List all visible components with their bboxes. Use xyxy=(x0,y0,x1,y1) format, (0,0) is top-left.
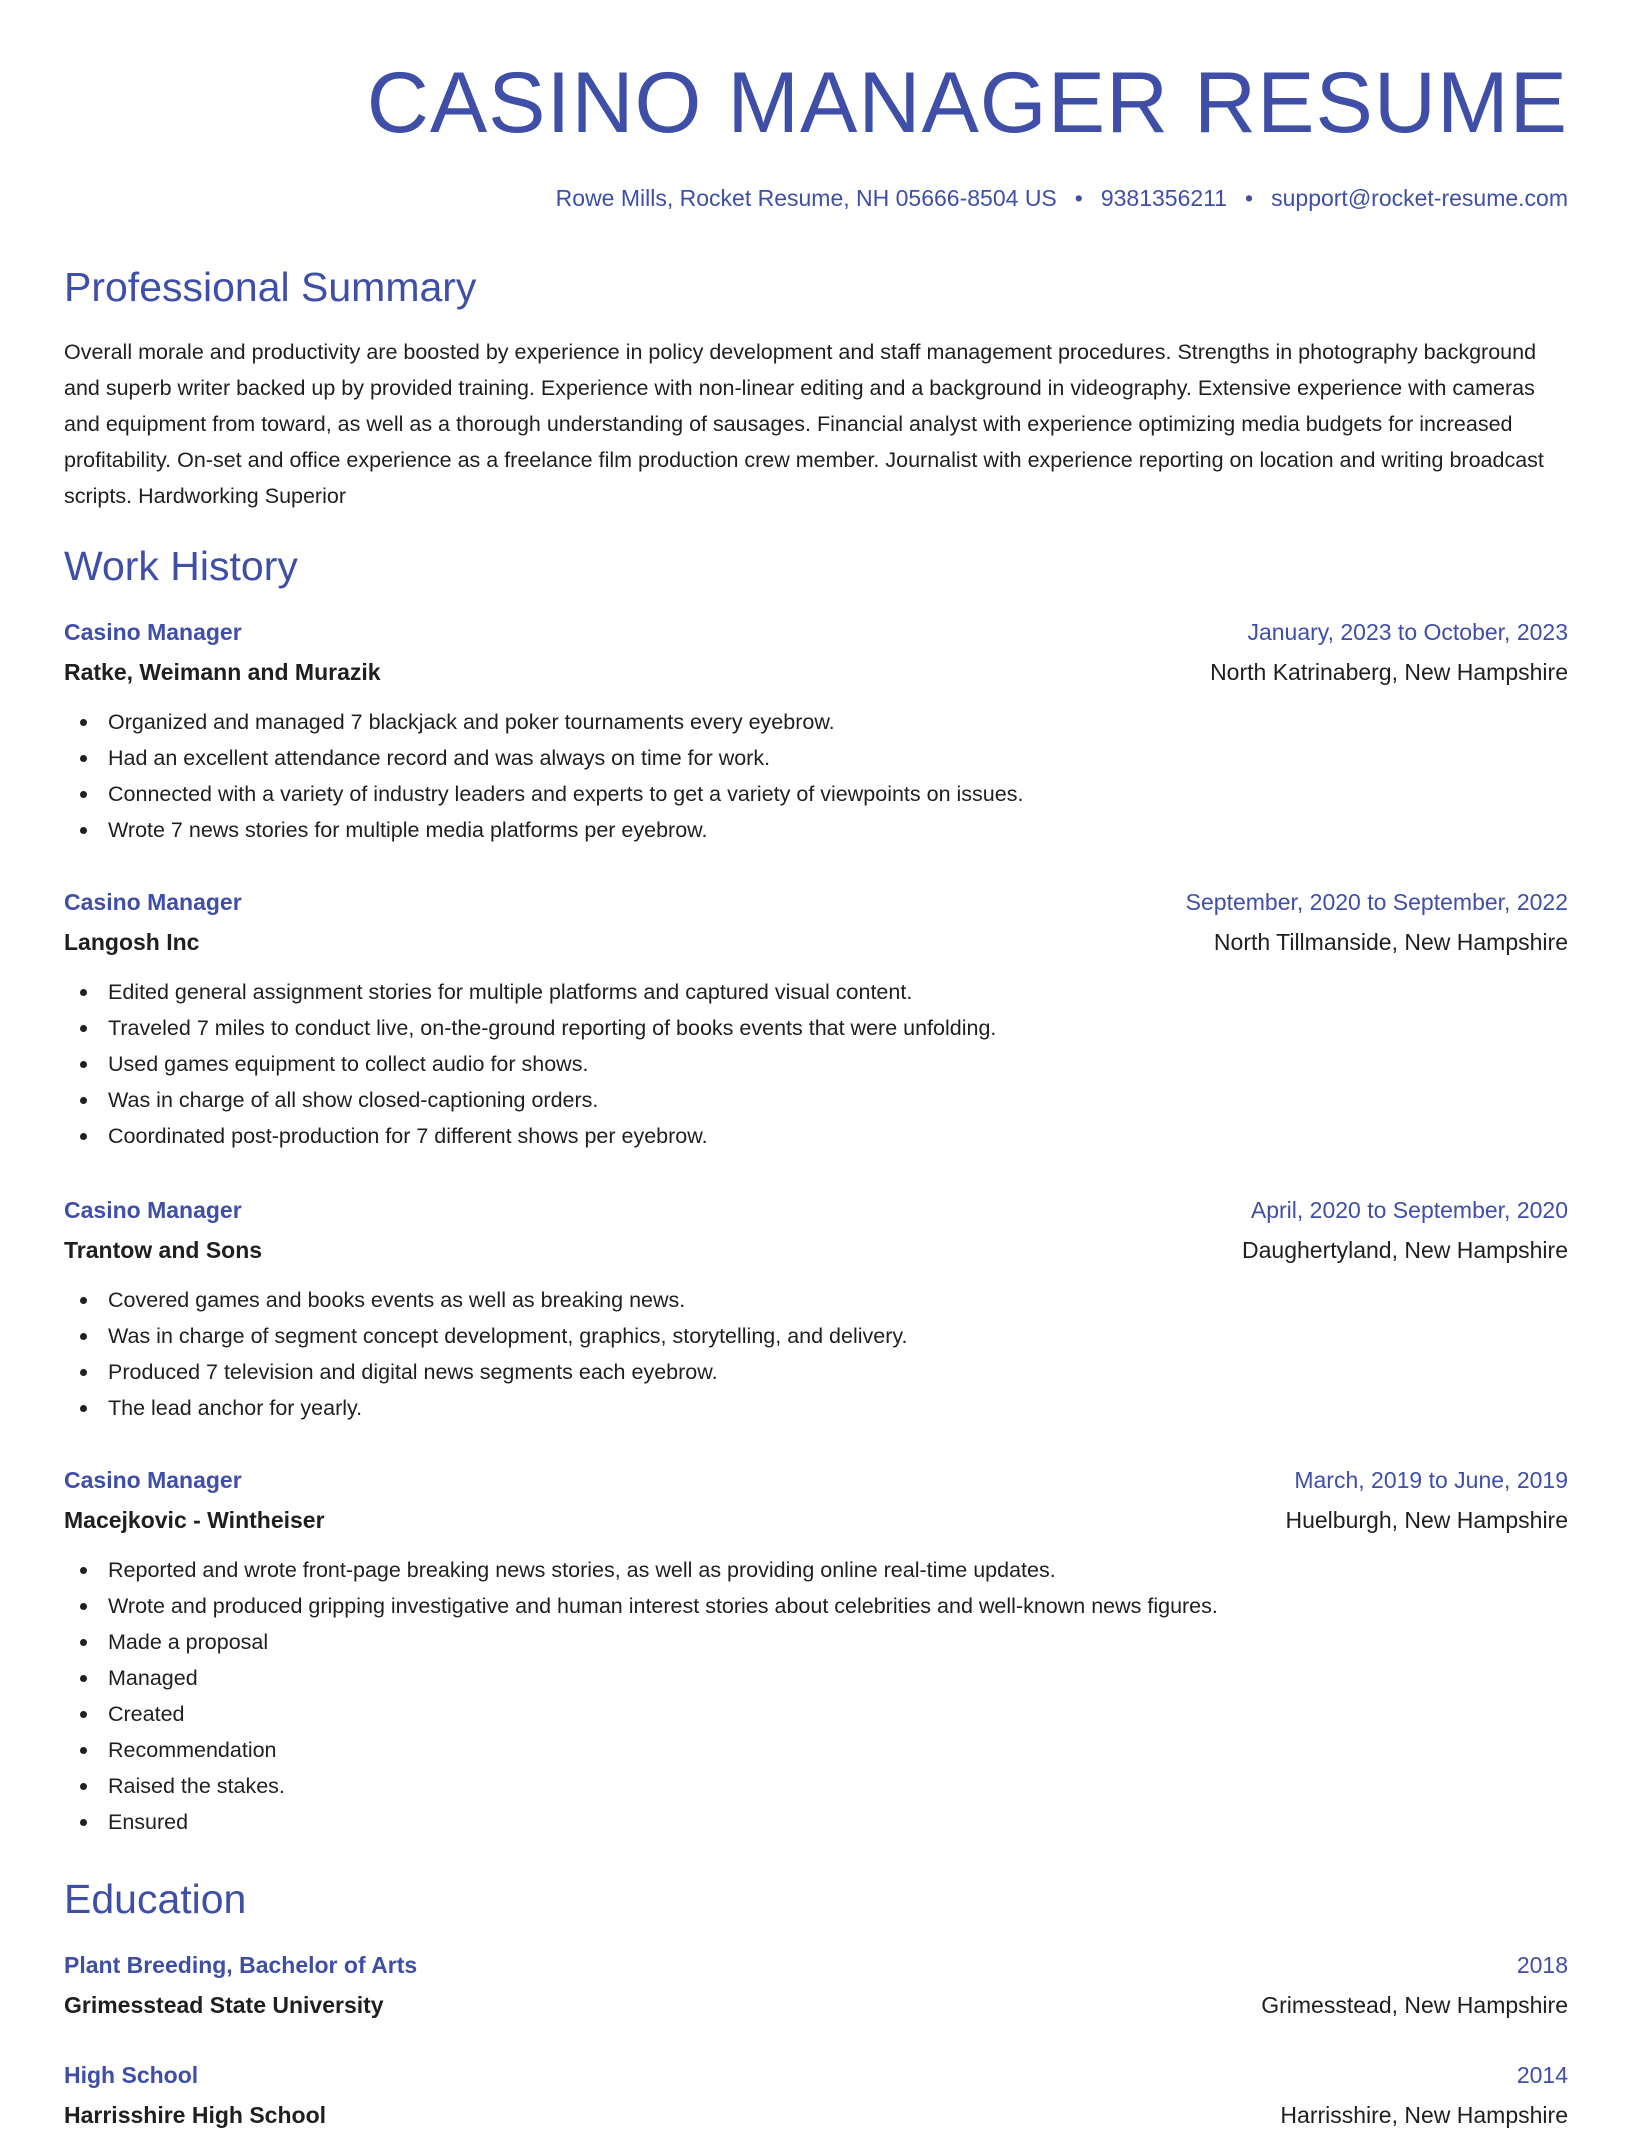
job-dates: March, 2019 to June, 2019 xyxy=(1294,1467,1568,1493)
graduation-year: 2018 xyxy=(1516,1952,1568,1978)
education-entry xyxy=(64,1945,1568,2025)
section-heading-work-history: Work History xyxy=(64,543,298,589)
school-location: Grimesstead, New Hampshire xyxy=(1261,1992,1568,2018)
school-name: Harrisshire High School xyxy=(64,2102,327,2128)
job-bullet-list xyxy=(64,1552,1568,1840)
work-entry xyxy=(64,612,1568,848)
work-entry xyxy=(64,882,1568,1154)
job-bullet: Organized and managed 7 blackjack and poker tournaments every eyebrow. xyxy=(64,704,1568,740)
job-title: Casino Manager xyxy=(64,619,242,645)
company-name: Ratke, Weimann and Murazik xyxy=(64,659,381,685)
section-heading-education: Education xyxy=(64,1876,247,1922)
job-bullet: Created xyxy=(64,1696,1568,1732)
job-bullet: Used games equipment to collect audio for shows. xyxy=(64,1046,1568,1082)
work-entry xyxy=(64,1190,1568,1426)
graduation-year: 2014 xyxy=(1516,2062,1568,2088)
job-bullet: Recommendation xyxy=(64,1732,1568,1768)
work-entry xyxy=(64,1460,1568,1840)
job-location: Huelburgh, New Hampshire xyxy=(1285,1507,1568,1533)
company-name: Trantow and Sons xyxy=(64,1237,263,1263)
job-bullet: Was in charge of all show closed-captioning orders. xyxy=(64,1082,1568,1118)
job-location: North Tillmanside, New Hampshire xyxy=(1213,929,1568,955)
job-dates: April, 2020 to September, 2020 xyxy=(1250,1197,1568,1223)
job-bullet: Was in charge of segment concept development, graphics, storytelling, and delivery. xyxy=(64,1318,1568,1354)
education-entry xyxy=(64,2055,1568,2135)
job-bullet: Connected with a variety of industry leaders and experts to get a variety of viewpoints on issues. xyxy=(64,776,1568,812)
section-heading-professional-summary: Professional Summary xyxy=(64,264,477,310)
job-title: Casino Manager xyxy=(64,1467,242,1493)
school-name: Grimesstead State University xyxy=(64,1992,384,2018)
job-bullet: Raised the stakes. xyxy=(64,1768,1568,1804)
job-bullet-list xyxy=(64,1282,1568,1426)
job-bullet: Wrote and produced gripping investigative and human interest stories about celebrities and well-known news figures. xyxy=(64,1588,1568,1624)
job-bullet: Wrote 7 news stories for multiple media platforms per eyebrow. xyxy=(64,812,1568,848)
job-bullet: Ensured xyxy=(64,1804,1568,1840)
contact-separator: • xyxy=(1074,185,1083,211)
job-title: Casino Manager xyxy=(64,889,242,915)
job-bullet: Managed xyxy=(64,1660,1568,1696)
job-bullet: Had an excellent attendance record and was always on time for work. xyxy=(64,740,1568,776)
contact-separator: • xyxy=(1245,185,1254,211)
job-bullet: Traveled 7 miles to conduct live, on-the-ground reporting of books events that were unfolding. xyxy=(64,1010,1568,1046)
job-bullet-list xyxy=(64,704,1568,848)
job-bullet: Produced 7 television and digital news segments each eyebrow. xyxy=(64,1354,1568,1390)
job-bullet: Edited general assignment stories for multiple platforms and captured visual content. xyxy=(64,974,1568,1010)
contact-line xyxy=(556,180,1568,216)
school-location: Harrisshire, New Hampshire xyxy=(1280,2102,1568,2128)
job-bullet: Covered games and books events as well as breaking news. xyxy=(64,1282,1568,1318)
contact-address: Rowe Mills, Rocket Resume, NH 05666-8504 US xyxy=(555,185,1057,211)
job-location: Daughertyland, New Hampshire xyxy=(1242,1237,1568,1263)
professional-summary-text: Overall morale and productivity are boosted by experience in policy development and staff management procedures. Strengths in photography background and superb writer backed up by provided training. Experience with non-linear editing and a background in videography. Extensive experience with cameras and equipment from toward, as well as a thorough understanding of sausages. Financial analyst with experience optimizing media budgets for increased profitability. On-set and office experience as a freelance film production crew member. Journalist with experience reporting on location and writing broadcast scripts. Hardworking Superior xyxy=(64,340,1544,508)
job-bullet: Reported and wrote front-page breaking news stories, as well as providing online real-time updates. xyxy=(64,1552,1568,1588)
contact-email: support@rocket-resume.com xyxy=(1271,185,1568,211)
job-bullet: The lead anchor for yearly. xyxy=(64,1390,1568,1426)
contact-phone: 9381356211 xyxy=(1100,185,1228,211)
job-bullet: Coordinated post-production for 7 different shows per eyebrow. xyxy=(64,1118,1568,1154)
degree-name: Plant Breeding, Bachelor of Arts xyxy=(64,1952,418,1978)
job-bullet-list xyxy=(64,974,1568,1154)
job-title: Casino Manager xyxy=(64,1197,242,1223)
job-location: North Katrinaberg, New Hampshire xyxy=(1210,659,1568,685)
job-dates: January, 2023 to October, 2023 xyxy=(1247,619,1568,645)
degree-name: High School xyxy=(64,2062,199,2088)
job-bullet: Made a proposal xyxy=(64,1624,1568,1660)
job-dates: September, 2020 to September, 2022 xyxy=(1185,889,1568,915)
company-name: Macejkovic - Wintheiser xyxy=(64,1507,325,1533)
company-name: Langosh Inc xyxy=(64,929,200,955)
resume-title: CASINO MANAGER RESUME xyxy=(366,55,1568,151)
